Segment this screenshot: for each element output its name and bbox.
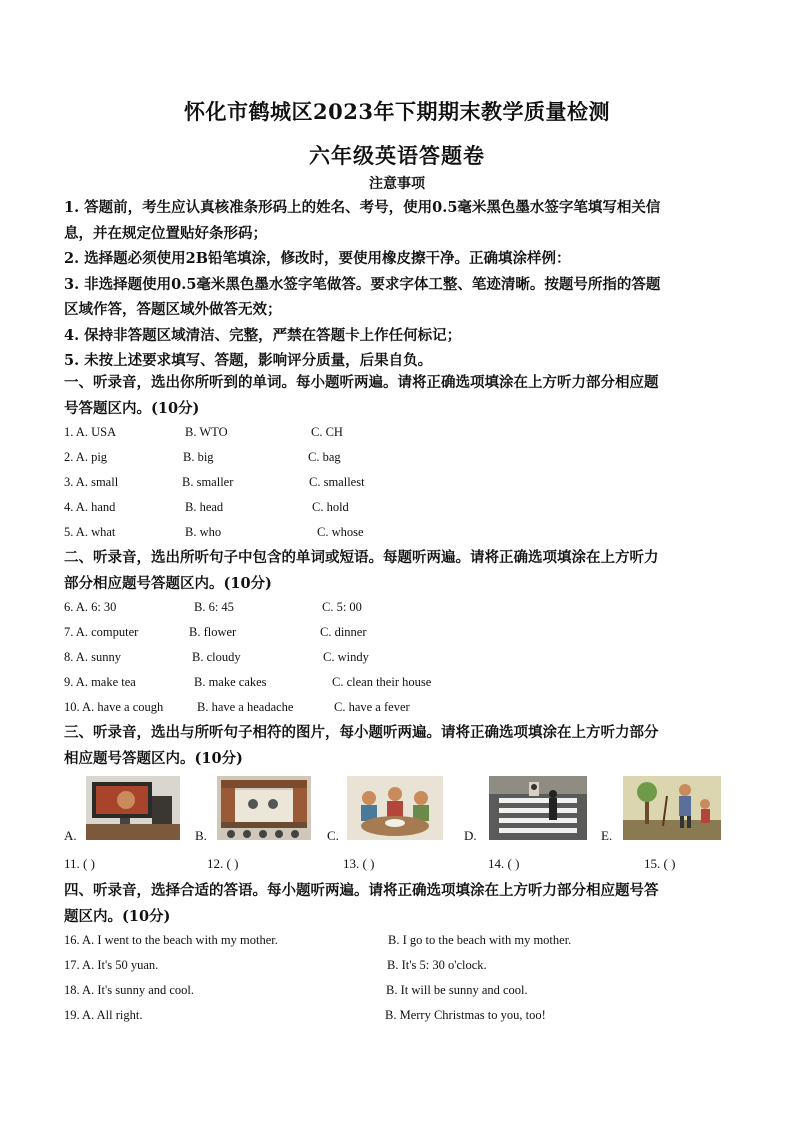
question-row [64, 650, 744, 672]
question-row [64, 1008, 744, 1030]
option-c: C. CH [311, 425, 343, 439]
notice-line: 4. 保持非答题区域清洁、完整，严禁在答题卡上作任何标记； [64, 326, 462, 344]
tree-planting-picture [623, 776, 721, 840]
picture-answer-row [64, 856, 744, 878]
question-row [64, 700, 744, 722]
section-3-heading [64, 720, 734, 771]
notice-line: 3. 非选择题使用0.5毫米黑色墨水签字笔做答。要求字体工整、笔迹清晰。按题号所指的答题 [64, 275, 661, 293]
option-c: C. dinner [320, 625, 367, 639]
option-c: C. whose [317, 525, 364, 539]
section-1-heading [64, 370, 734, 421]
notice-line: 1. 答题前，考生应认真核准条形码上的姓名、考号，使用0.5毫米黑色墨水签字笔填写相关信 [64, 199, 661, 216]
option-c: C. 5: 00 [322, 600, 362, 614]
option-b: B. flower [189, 625, 237, 639]
section-heading-line: 相应题号答题区内。(10分) [64, 749, 243, 767]
question-row [64, 500, 744, 522]
section-heading-line: 号答题区内。(10分) [64, 399, 200, 417]
notice-line: 5. 未按上述要求填写、答题，影响评分质量，后果自负。 [64, 352, 433, 369]
picture-label: C. [327, 828, 339, 843]
question-row [64, 958, 744, 980]
section-heading-line: 一、听录音，选出你所听到的单词。每小题听两遍。请将正确选项填涂在上方听力部分相应题 [64, 374, 659, 391]
section-heading-line: 二、听录音，选出所听句子中包含的单词或短语。每题听两遍。请将正确选项填涂在上方听力 [64, 549, 659, 566]
question-row [64, 525, 744, 547]
option-b: B. make cakes [194, 675, 267, 689]
section-heading-line: 题区内。(10分) [64, 907, 171, 925]
question-row [64, 475, 744, 497]
option-b: B. 6: 45 [194, 600, 234, 614]
family-dinner-picture [347, 776, 443, 840]
crosswalk-picture [489, 776, 587, 840]
option-a: 18. A. It's sunny and cool. [64, 983, 195, 997]
option-a: 16. A. I went to the beach with my mother. [64, 933, 278, 947]
notice-line: 区域作答，答题区域外做答无效； [64, 301, 282, 318]
picture-options [64, 776, 734, 846]
answer-blank[interactable]: 15. ( ) [644, 856, 676, 871]
option-a: 7. A. computer [64, 625, 139, 639]
option-a: 1. A. USA [64, 425, 117, 439]
option-b: B. who [185, 525, 222, 539]
question-row [64, 625, 744, 647]
option-a: 4. A. hand [64, 500, 116, 514]
question-row [64, 425, 744, 447]
notice-list [64, 195, 734, 374]
option-b: B. It will be sunny and cool. [386, 983, 528, 997]
option-c: C. smallest [309, 475, 365, 489]
picture-label: E. [601, 828, 613, 843]
question-row [64, 600, 744, 622]
question-row [64, 933, 744, 955]
option-a: 10. A. have a cough [64, 700, 164, 714]
answer-blank[interactable]: 12. ( ) [207, 856, 239, 871]
answer-blank[interactable]: 13. ( ) [343, 856, 375, 871]
picture-label: D. [464, 828, 477, 843]
answer-blank[interactable]: 14. ( ) [488, 856, 520, 871]
option-a: 2. A. pig [64, 450, 108, 464]
notice-heading: 注意事项 [369, 176, 425, 192]
section-heading-line: 四、听录音，选择合适的答语。每小题听两遍。请将正确选项填涂在上方听力部分相应题号答 [64, 882, 659, 899]
option-a: 19. A. All right. [64, 1008, 143, 1022]
option-a: 3. A. small [64, 475, 119, 489]
option-a: 9. A. make tea [64, 675, 136, 689]
option-b: B. It's 5: 30 o'clock. [387, 958, 487, 972]
option-b: B. Merry Christmas to you, too! [385, 1008, 546, 1022]
option-b: B. head [185, 500, 224, 514]
computer-desk-picture [86, 776, 180, 840]
option-b: B. WTO [185, 425, 228, 439]
picture-label: A. [64, 828, 77, 843]
picture-label: B. [195, 828, 207, 843]
notice-line: 2. 选择题必须使用2B铅笔填涂，修改时，要使用橡皮擦干净。正确填涂样例： [64, 250, 571, 267]
option-a: 6. A. 6: 30 [64, 600, 117, 614]
section-heading-line: 部分相应题号答题区内。(10分) [64, 574, 272, 592]
section-heading-line: 三、听录音，选出与所听句子相符的图片，每小题听两遍。请将正确选项填涂在上方听力部分 [64, 724, 659, 741]
option-b: B. big [183, 450, 214, 464]
answer-blank[interactable]: 11. ( ) [64, 856, 95, 871]
page-title: 怀化市鹤城区2023年下期期末教学质量检测 [184, 99, 610, 124]
section-4-heading [64, 878, 734, 929]
question-row [64, 450, 744, 472]
option-c: C. bag [308, 450, 341, 464]
option-b: B. I go to the beach with my mother. [388, 933, 572, 947]
question-row [64, 983, 744, 1005]
option-c: C. hold [312, 500, 349, 514]
option-b: B. cloudy [192, 650, 241, 664]
option-a: 8. A. sunny [64, 650, 121, 664]
page-subtitle: 六年级英语答题卷 [309, 143, 485, 168]
option-a: 5. A. what [64, 525, 116, 539]
option-c: C. have a fever [334, 700, 410, 714]
notice-line: 息，并在规定位置贴好条形码； [64, 224, 267, 242]
stage-show-picture [217, 776, 311, 840]
option-b: B. have a headache [197, 700, 294, 714]
option-b: B. smaller [182, 475, 234, 489]
option-c: C. clean their house [332, 675, 432, 689]
option-a: 17. A. It's 50 yuan. [64, 958, 159, 972]
option-c: C. windy [323, 650, 369, 664]
question-row [64, 675, 744, 697]
section-2-heading [64, 545, 734, 596]
